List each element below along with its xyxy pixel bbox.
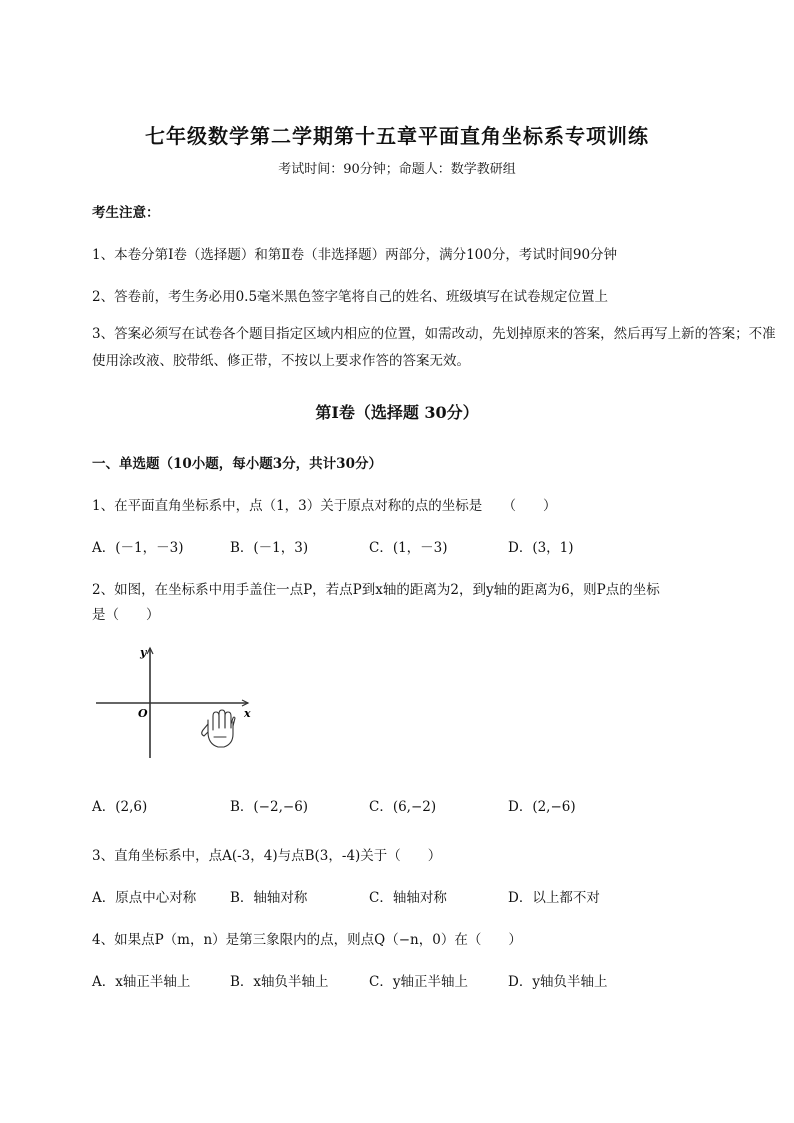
section-title: 第I卷（选择题 30分） [315,403,479,422]
page-title: 七年级数学第二学期第十五章平面直角坐标系专项训练 [145,124,649,148]
question-1-option-b: B．(－1，3) [230,540,309,556]
notice-item-1: 1、本卷分第I卷（选择题）和第Ⅱ卷（非选择题）两部分，满分100分，考试时间90分钟 [92,247,618,263]
page-subtitle: 考试时间：90分钟；命题人：数学教研组 [278,162,516,177]
question-3-option-a: A．原点中心对称 [92,890,197,906]
question-3-option-d: D．以上都不对 [508,890,600,906]
question-3-option-b: B．轴轴对称 [230,890,308,906]
question-2-option-d: D．(2,−6) [508,799,576,815]
question-4-option-a: A．x轴正半轴上 [92,974,191,990]
question-2-option-a: A．(2,6) [92,799,148,815]
x-axis-label: x [244,707,251,720]
question-2-option-c: C．(6,−2) [369,799,437,815]
question-1-stem: 1、在平面直角坐标系中，点（1，3）关于原点对称的点的坐标是 （ ） [92,498,557,514]
question-2-stem-line1: 2、如图，在坐标系中用手盖住一点P，若点P到x轴的距离为2，到y轴的距离为6，则P点的坐标 [92,582,660,598]
notice-heading: 考生注意： [92,205,160,221]
question-2-option-b: B．(−2,−6) [230,799,309,815]
hand-icon [202,710,235,747]
notice-item-3: 3、答案必须写在试卷各个题目指定区域内相应的位置，如需改动，先划掉原来的答案，然后再写上新的答案；不准使用涂改液、胶带纸、修正带，不按以上要求作答的答案无效。 [92,326,776,369]
origin-label: O [138,707,148,720]
question-3-option-c: C．轴轴对称 [369,890,447,906]
coordinate-figure [90,640,260,765]
question-4-option-c: C．y轴正半轴上 [369,974,468,990]
question-1-option-c: C．(1，－3) [369,540,448,556]
question-3-stem: 3、直角坐标系中，点A(-3，4)与点B(3，-4)关于（ ） [92,848,442,864]
question-4-stem: 4、如果点P（m，n）是第三象限内的点，则点Q（−n，0）在（ ） [92,932,522,948]
question-4-option-b: B．x轴负半轴上 [230,974,329,990]
question-1-option-d: D．(3，1) [508,540,574,556]
question-4-option-d: D．y轴负半轴上 [508,974,608,990]
question-2-stem-line2: 是（ ） [92,607,160,623]
part-heading: 一、单选题（10小题，每小题3分，共计30分） [92,456,382,472]
notice-item-2: 2、答卷前，考生务必用0.5毫米黑色签字笔将自己的姓名、班级填写在试卷规定位置上 [92,289,609,305]
y-axis-label: y [140,646,147,659]
question-1-option-a: A．(－1，－3) [92,540,184,556]
